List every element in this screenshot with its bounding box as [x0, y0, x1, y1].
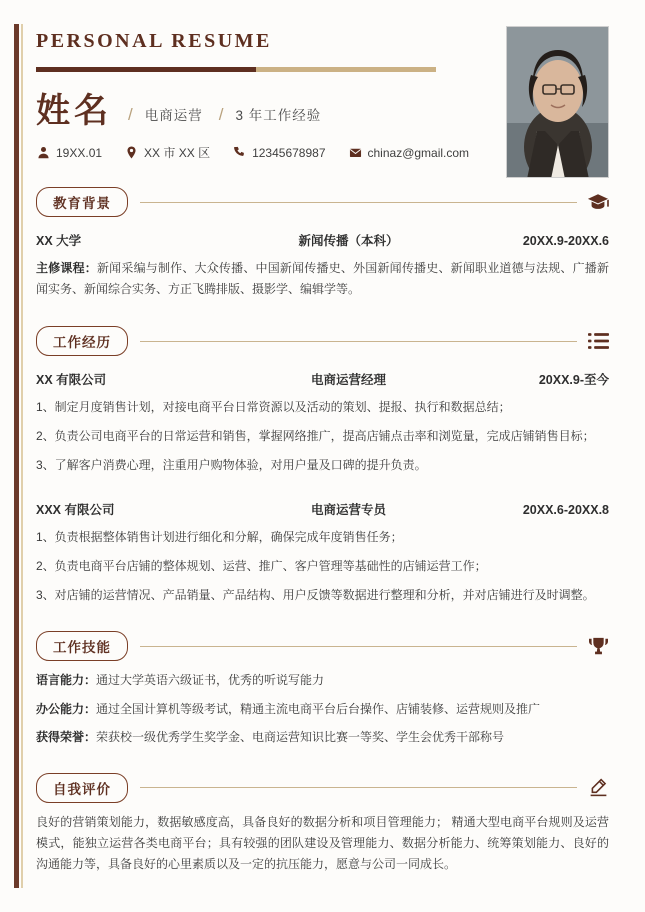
avatar [506, 26, 609, 178]
education-entry-row [36, 231, 609, 249]
section-header-skills [36, 631, 609, 661]
section-education [36, 187, 609, 300]
education-courses-text: 新闻采编与制作、大众传播、中国新闻传播史、外国新闻传播史、新闻职业道德与法规、广播新闻实务、新闻综合实务、方正飞腾排版、摄影学、编辑学等。 [36, 261, 609, 296]
trophy-icon [587, 635, 609, 657]
section-header-education [36, 187, 609, 217]
underline-segment-gold [256, 67, 436, 72]
contact-item-phone [232, 145, 325, 160]
section-badge-evaluation: 自我评价 [36, 773, 128, 803]
work-company: XX 有限公司 [36, 373, 107, 387]
contact-text-email: chinaz@gmail.com [367, 145, 470, 160]
section-badge-skills: 工作技能 [36, 631, 128, 661]
section-divider [140, 202, 577, 203]
contact-text-birthday: 19XX.01 [56, 145, 103, 160]
section-header-work [36, 326, 609, 356]
skill-text: 通过全国计算机等级考试，精通主流电商平台后台操作、店铺装修、运营规则及推广 [96, 701, 541, 716]
education-major: 新闻传播（本科） [298, 234, 399, 248]
skill-text: 通过大学英语六级证书，优秀的听说写能力 [96, 673, 325, 688]
section-divider [140, 341, 577, 342]
name-separator-1: / [128, 105, 133, 124]
work-bullet: 2、负责公司电商平台的日常运营和销售，掌握网络推广，提高店铺点击率和浏览量，完成店铺销售目标； [36, 429, 595, 444]
spacer [36, 476, 609, 486]
person-icon [36, 145, 51, 160]
section-work-experience [36, 326, 609, 605]
envelope-icon [348, 145, 363, 160]
pencil-edit-icon [587, 777, 609, 799]
name-separator-2: / [218, 105, 224, 124]
work-date: 20XX.9-至今 [538, 373, 609, 387]
work-bullet: 3、对店铺的运营情况、产品销量、产品结构、用户反馈等数据进行整理和分析，并对店铺进行及时调整。 [36, 587, 595, 602]
graduation-cap-icon [587, 191, 609, 213]
skill-item [36, 700, 609, 719]
work-date: 20XX.6-20XX.8 [522, 502, 609, 517]
contact-item-location [124, 144, 210, 161]
contact-item-email [348, 145, 470, 160]
work-entry-row [36, 370, 609, 388]
work-position: 电商运营专员 [310, 502, 386, 517]
section-divider [140, 787, 577, 788]
work-bullet: 1、负责根据整体销售计划进行细化和分解，确保完成年度销售任务； [36, 529, 403, 544]
page-title: PERSONAL RESUME [36, 30, 272, 52]
education-courses [36, 258, 609, 300]
underline-segment-dark [36, 67, 256, 72]
work-bullet: 3、了解客户消费心理，注重用户购物体验，对用户量及口碑的提升负责。 [36, 458, 427, 473]
location-pin-icon [124, 145, 139, 160]
candidate-role: 电商运营 [144, 108, 203, 123]
contact-item-birthday [36, 145, 102, 160]
skill-text: 荣获校一级优秀学生奖学金、电商运营知识比赛一等奖、学生会优秀干部称号 [96, 730, 505, 745]
section-badge-work: 工作经历 [36, 326, 128, 356]
education-date: 20XX.9-20XX.6 [522, 234, 609, 248]
education-school: XX 大学 [36, 234, 82, 248]
work-company: XXX 有限公司 [36, 502, 115, 517]
work-bullet: 2、负责电商平台店铺的整体规划、运营、推广、客户管理等基础性的店铺运营工作； [36, 558, 487, 573]
contact-text-location: XX 市 XX 区 [144, 146, 211, 160]
candidate-name: 姓名 [36, 92, 112, 130]
education-courses-label: 主修课程： [36, 261, 97, 275]
title-underline [36, 67, 436, 72]
skill-item [36, 671, 609, 690]
section-divider [140, 646, 577, 647]
resume-header [0, 0, 645, 161]
work-bullet: 1、制定月度销售计划，对接电商平台日常资源以及活动的策划、提报、执行和数据总结； [36, 400, 511, 414]
work-entry-row [36, 500, 609, 518]
section-badge-education: 教育背景 [36, 187, 128, 217]
phone-icon [232, 145, 247, 160]
skill-label: 办公能力： [36, 701, 97, 716]
candidate-experience: 3 年工作经验 [235, 108, 322, 123]
evaluation-text: 良好的营销策划能力，数据敏感度高，具备良好的数据分析和项目管理能力； 精通大型电商平台规则及运营模式，能独立运营各类电商平台；具有较强的团队建设及管理能力、数据分析能力、统筹策划能力、良好的沟通能力等，具备良好的心里素质以及一定的抗压能力，愿意与公司一同成长。 [36, 814, 609, 871]
section-self-evaluation [36, 773, 609, 875]
skill-item [36, 728, 609, 747]
contact-text-phone: 12345678987 [252, 145, 326, 160]
skill-label: 获得荣誉： [36, 730, 97, 745]
section-header-evaluation [36, 773, 609, 803]
work-position: 电商运营经理 [310, 373, 386, 387]
section-skills [36, 631, 609, 747]
skill-label: 语言能力： [36, 673, 97, 688]
list-icon [587, 330, 609, 352]
